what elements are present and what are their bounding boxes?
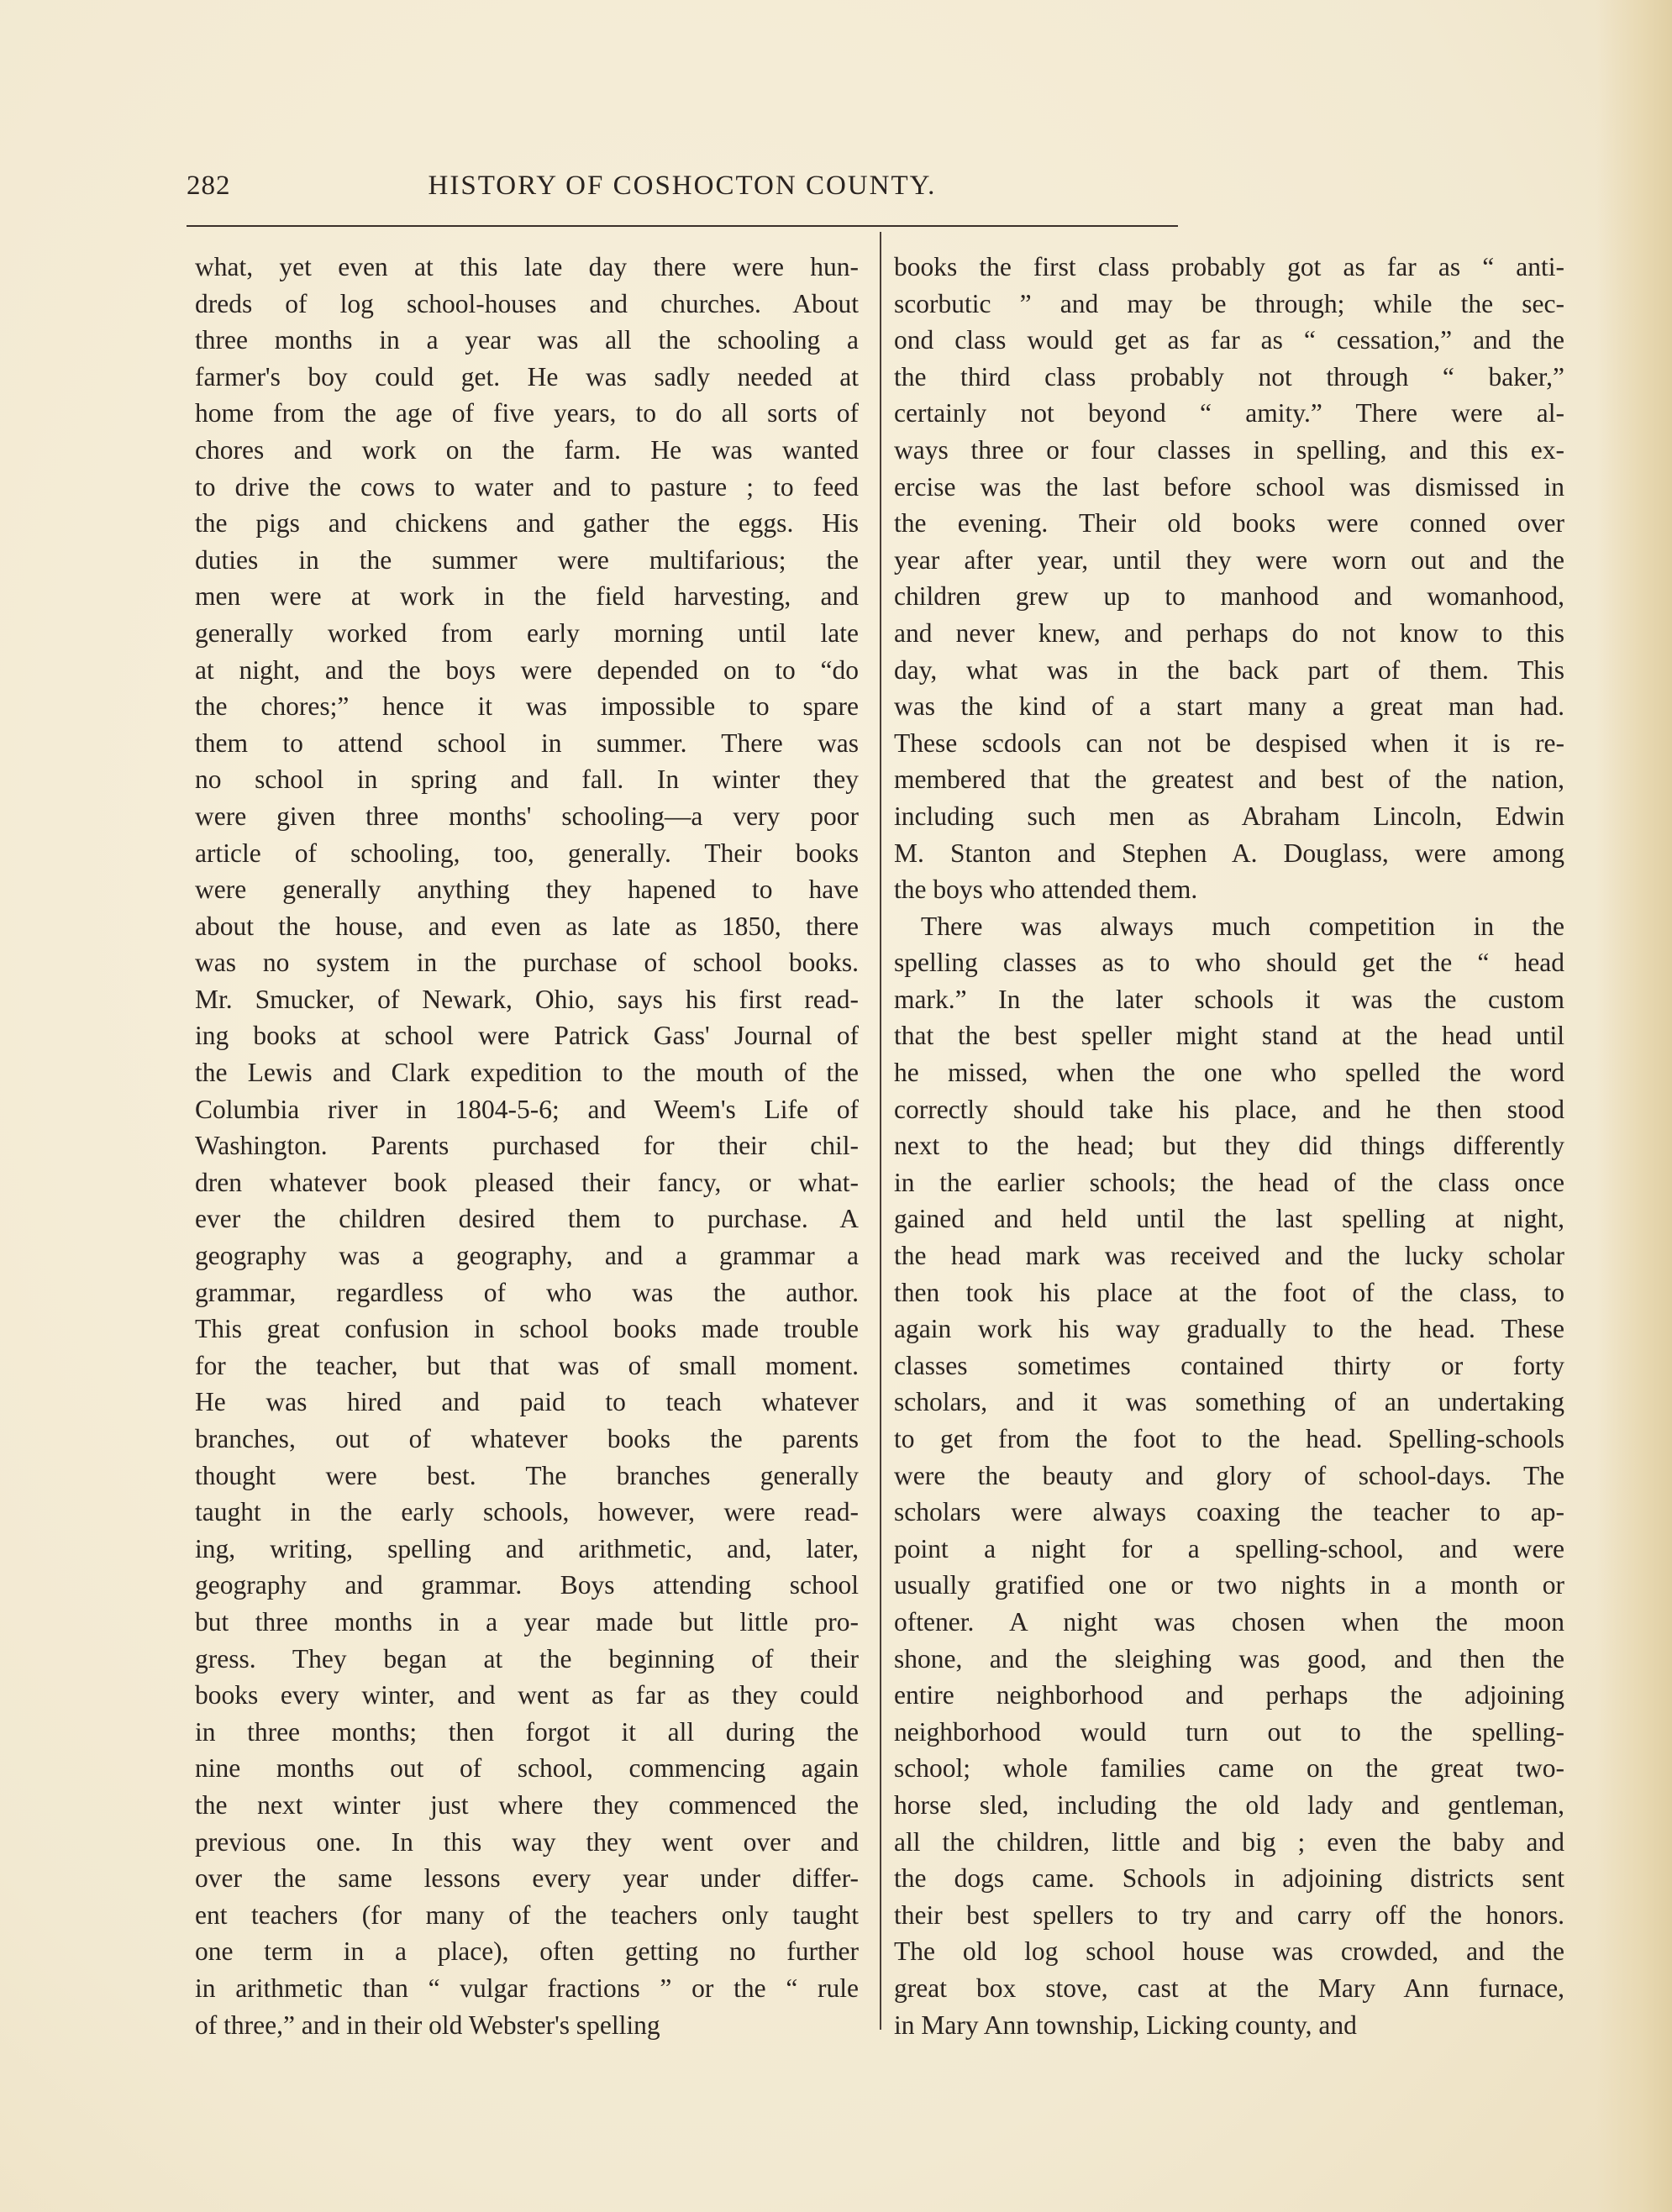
text-line: branches, out of whatever books the parents	[195, 1424, 859, 1453]
text-line: books every winter, and went as far as they could	[195, 1680, 859, 1710]
text-line: ond class would get as far as “ cessation,” and the	[894, 325, 1564, 355]
text-line: classes sometimes contained thirty or forty	[894, 1350, 1564, 1380]
text-line: one term in a place), often getting no further	[195, 1936, 859, 1967]
column-divider	[880, 232, 881, 2030]
text-line: scorbutic ” and may be through; while the sec-	[894, 288, 1564, 318]
text-line: their best spellers to try and carry off the honors.	[894, 1899, 1564, 1930]
text-line: article of schooling, too, generally. Their books	[195, 838, 859, 868]
text-line: dren whatever book pleased their fancy, or what-	[195, 1167, 859, 1197]
text-line: he missed, when the one who spelled the word	[894, 1058, 1564, 1088]
text-line: the dogs came. Schools in adjoining districts sent	[894, 1863, 1564, 1894]
text-line: These scdools can not be despised when it is re-	[894, 728, 1564, 758]
text-line: again work his way gradually to the head. These	[894, 1314, 1564, 1344]
text-line: in arithmetic than “ vulgar fractions ” or the “ rule	[195, 1973, 859, 2003]
text-line: oftener. A night was chosen when the moon	[894, 1606, 1564, 1637]
text-line: nine months out of school, commencing again	[195, 1753, 859, 1784]
text-line: day, what was in the back part of them. This	[894, 654, 1564, 685]
text-line: duties in the summer were multifarious; the	[195, 544, 859, 575]
text-line: the third class probably not through “ baker,”	[894, 361, 1564, 391]
text-line: the next winter just where they commenced the	[195, 1789, 859, 1820]
text-line: the head mark was received and the lucky scholar	[894, 1241, 1564, 1271]
text-line: generally worked from early morning until late	[195, 617, 859, 648]
text-line: gained and held until the last spelling at night,	[894, 1204, 1564, 1234]
text-line: ercise was the last before school was dismissed in	[894, 471, 1564, 502]
text-line: them to attend school in summer. There was	[195, 728, 859, 758]
page-header	[187, 165, 1178, 207]
text-line: thought were best. The branches generally	[195, 1460, 859, 1490]
text-line: the evening. Their old books were conned over	[894, 508, 1564, 539]
text-line: the boys who attended them.	[894, 875, 1198, 905]
text-line: at night, and the boys were depended on to “do	[195, 654, 859, 685]
text-line: correctly should take his place, and he then stood	[894, 1094, 1564, 1124]
text-line: ing, writing, spelling and arithmetic, and, later,	[195, 1533, 859, 1563]
text-line: were the beauty and glory of school-days. The	[894, 1460, 1564, 1490]
text-line: This great confusion in school books made trouble	[195, 1314, 859, 1344]
text-line: and never knew, and perhaps do not know to this	[894, 617, 1564, 648]
text-line: There was always much competition in the	[921, 911, 1564, 941]
text-line: M. Stanton and Stephen A. Douglass, were among	[894, 838, 1564, 868]
text-line: ever the children desired them to purchase. A	[195, 1204, 859, 1234]
text-line: entire neighborhood and perhaps the adjoining	[894, 1680, 1564, 1710]
text-line: He was hired and paid to teach whatever	[195, 1387, 859, 1417]
text-line: chores and work on the farm. He was wanted	[195, 434, 859, 465]
text-line: including such men as Abraham Lincoln, Edwin	[894, 801, 1564, 831]
page-spine-shadow	[1596, 0, 1672, 2212]
text-line: in the earlier schools; the head of the class once	[894, 1167, 1564, 1197]
text-line: gress. They began at the beginning of their	[195, 1643, 859, 1673]
text-line: school; whole families came on the great two-	[894, 1753, 1564, 1784]
text-line: farmer's boy could get. He was sadly needed at	[195, 361, 859, 391]
text-line: next to the head; but they did things differently	[894, 1131, 1564, 1161]
text-line: over the same lessons every year under differ-	[195, 1863, 859, 1894]
header-rule	[187, 225, 1178, 227]
text-line: what, yet even at this late day there were hun-	[195, 252, 859, 281]
text-line: no school in spring and fall. In winter they	[195, 764, 859, 795]
right-column	[894, 249, 1564, 2043]
text-line: scholars were always coaxing the teacher to ap-	[894, 1497, 1564, 1527]
text-line: but three months in a year made but little pro-	[195, 1606, 859, 1637]
text-line: neighborhood would turn out to the spelling-	[894, 1716, 1564, 1747]
page-number: 282	[187, 171, 231, 201]
text-line: ent teachers (for many of the teachers only taught	[195, 1899, 859, 1930]
text-line: for the teacher, but that was of small moment.	[195, 1350, 859, 1380]
text-line: shone, and the sleighing was good, and then the	[894, 1643, 1564, 1673]
text-line: three months in a year was all the schooling a	[195, 325, 859, 355]
text-line: Washington. Parents purchased for their chil-	[195, 1131, 859, 1161]
text-line: books the first class probably got as far as “ anti-	[894, 252, 1564, 281]
text-line: year after year, until they were worn out and the	[894, 544, 1564, 575]
text-line: usually gratified one or two nights in a month or	[894, 1570, 1564, 1600]
text-line: the pigs and chickens and gather the eggs. His	[195, 508, 859, 539]
text-line: geography was a geography, and a grammar a	[195, 1241, 859, 1271]
text-line: The old log school house was crowded, and the	[894, 1936, 1564, 1967]
text-line: ways three or four classes in spelling, and this ex-	[894, 434, 1564, 465]
text-line: were given three months' schooling—a very poor	[195, 801, 859, 831]
text-line: membered that the greatest and best of the nation,	[894, 764, 1564, 795]
text-line: certainly not beyond “ amity.” There were al-	[894, 398, 1564, 428]
running-head: HISTORY OF COSHOCTON COUNTY.	[428, 171, 937, 201]
text-line: all the children, little and big ; even the baby and	[894, 1826, 1564, 1857]
text-line: the chores;” hence it was impossible to spare	[195, 691, 859, 722]
text-line: home from the age of five years, to do all sorts of	[195, 398, 859, 428]
left-column	[195, 249, 859, 2043]
text-line: ing books at school were Patrick Gass' Journal of	[195, 1021, 859, 1051]
text-line: to get from the foot to the head. Spelling-schools	[894, 1424, 1564, 1453]
text-line: men were at work in the field harvesting, and	[195, 581, 859, 612]
text-line: taught in the early schools, however, were read-	[195, 1497, 859, 1527]
text-line: of three,” and in their old Webster's spelling	[195, 2010, 660, 2040]
text-line: then took his place at the foot of the class, to	[894, 1277, 1564, 1307]
text-line: to drive the cows to water and to pasture ; to feed	[195, 471, 859, 502]
text-line: were generally anything they hapened to have	[195, 875, 859, 905]
text-line: previous one. In this way they went over and	[195, 1826, 859, 1857]
text-line: great box stove, cast at the Mary Ann furnace,	[894, 1973, 1564, 2003]
text-line: Columbia river in 1804-5-6; and Weem's Life of	[195, 1094, 859, 1124]
text-line: spelling classes as to who should get the “ head	[894, 948, 1564, 978]
text-line: Mr. Smucker, of Newark, Ohio, says his first read-	[195, 984, 859, 1014]
text-line: was no system in the purchase of school books.	[195, 948, 859, 978]
text-line: mark.” In the later schools it was the custom	[894, 984, 1564, 1014]
text-line: grammar, regardless of who was the author.	[195, 1277, 859, 1307]
text-line: horse sled, including the old lady and gentleman,	[894, 1789, 1564, 1820]
text-line: that the best speller might stand at the head until	[894, 1021, 1564, 1051]
text-line: in three months; then forgot it all during the	[195, 1716, 859, 1747]
text-line: geography and grammar. Boys attending school	[195, 1570, 859, 1600]
text-line: was the kind of a start many a great man had.	[894, 691, 1564, 722]
text-line: about the house, and even as late as 1850, there	[195, 911, 859, 941]
text-line: in Mary Ann township, Licking county, and	[894, 2010, 1357, 2040]
text-line: the Lewis and Clark expedition to the mouth of the	[195, 1058, 859, 1088]
text-line: children grew up to manhood and womanhood,	[894, 581, 1564, 612]
text-line: point a night for a spelling-school, and were	[894, 1533, 1564, 1563]
text-line: dreds of log school-houses and churches. About	[195, 288, 859, 318]
text-line: scholars, and it was something of an undertaking	[894, 1387, 1564, 1417]
